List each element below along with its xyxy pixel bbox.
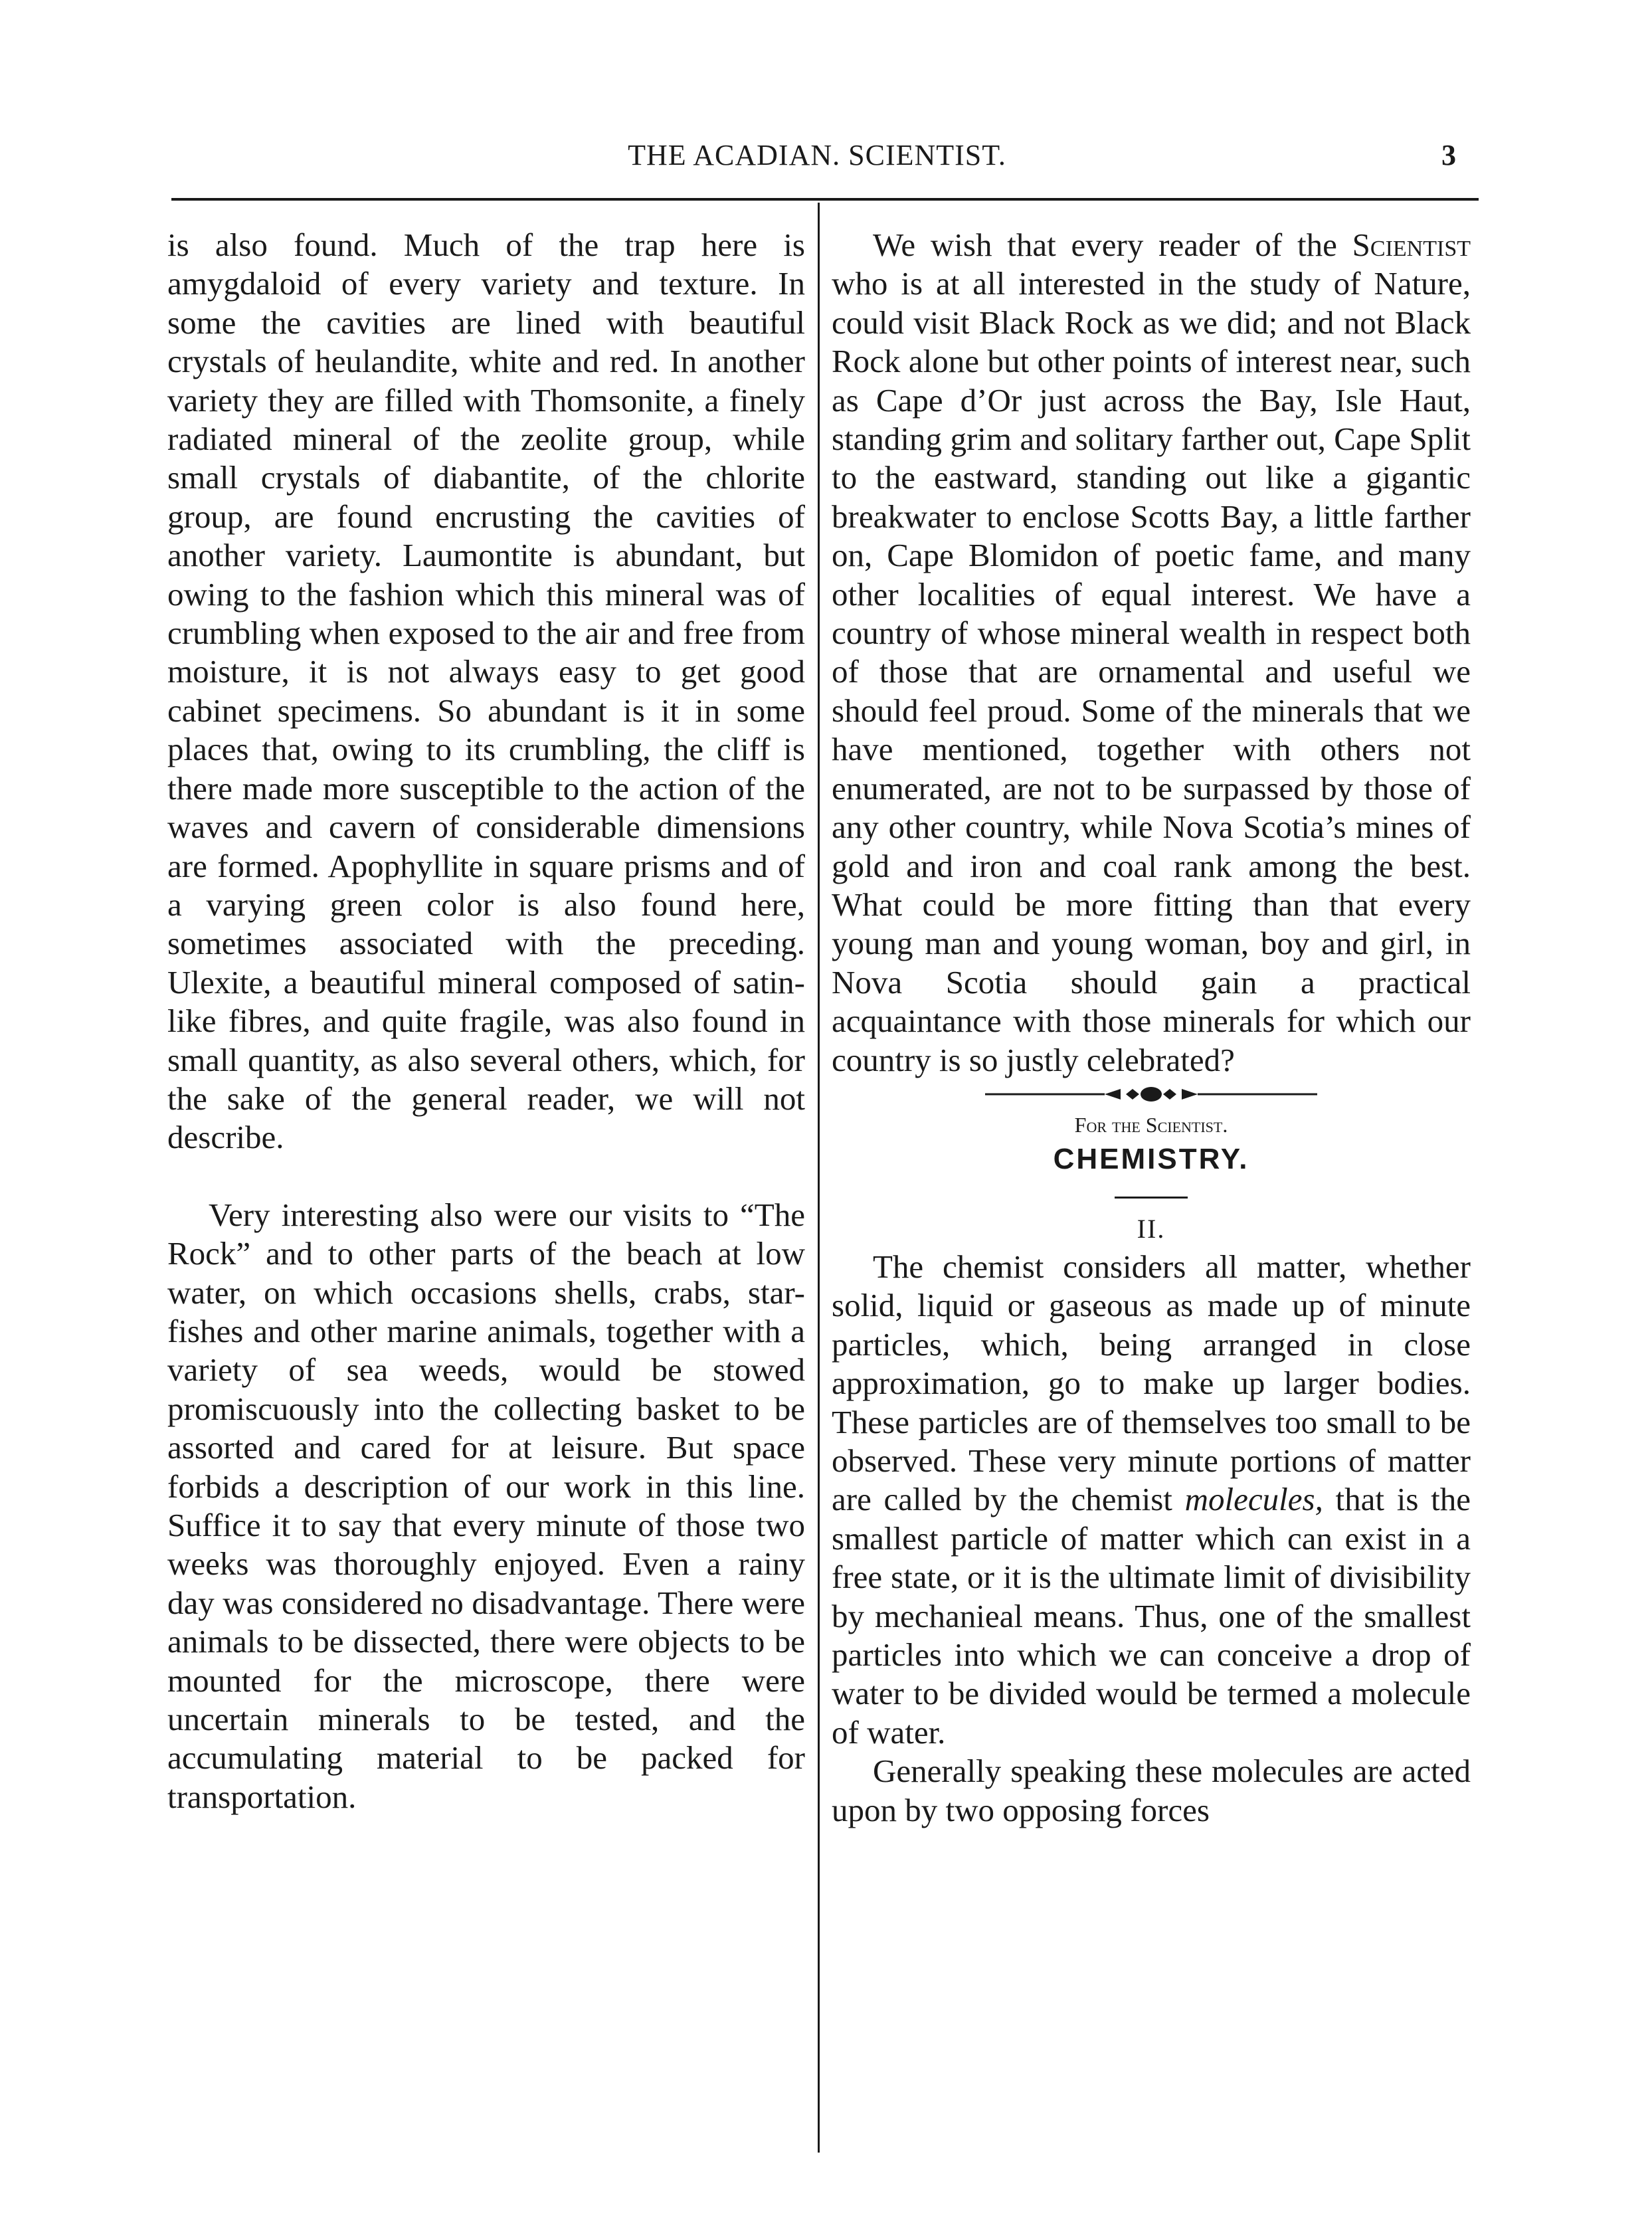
- paragraph-text: who is at all interested in the study of Nature, could visit Black Rock as we did; and not Black Rock alone but other points of interest near, such as Cape d’Or just across the Bay, Isle Haut, standing grim and solitary farther out, Cape Split to the eastward, standing out like a gigantic breakwater to enclose Scotts Bay, a little farther on, Cape Blomidon of poetic fame, and many other localities of equal interest. We have a country of whose mineral wealth in respect both of those that are ornamental and useful we should feel proud. Some of the minerals that we have mentioned, together with others not enumerated, are not to be surpassed by those of any other country, while Nova Scotia’s mines of gold and iron and coal rank among the best. What could be more fitting than that every young man and young woman, boy and girl, in Nova Scotia should gain a practical acquaintance with those minerals for which our country is so justly celebrated?: [832, 265, 1471, 1078]
- ornamental-divider: [832, 1082, 1471, 1109]
- right-paragraph-2: [832, 1248, 1471, 1752]
- right-paragraph-3: Generally speaking these molecules are acted upon by two opposing forces: [832, 1753, 1471, 1828]
- left-paragraph-2: Very interesting also were our visits to “The Rock” and to other parts of the beach at low water, on which occasions shells, crabs, star-fishes and other marine animals, together with a variety of sea weeds, would be stowed promiscuously into the collecting basket to be assorted and cared for at leisure. But space forbids a description of our work in this line. Suffice it to say that every minute of those two weeks was thoroughly enjoyed. Even a rainy day was considered no disadvantage. There were animals to be dissected, there were objects to be mounted for the microscope, there were uncertain minerals to be tested, and the accumulating material to be packed for transportation.: [167, 1196, 805, 1815]
- right-column: [832, 226, 1471, 1830]
- article-credit: [832, 1110, 1471, 1139]
- italic-term: molecules,: [1184, 1481, 1323, 1518]
- column-divider: [818, 203, 820, 2153]
- paragraph-text: that is the smallest particle of matter which can exist in a free state, or it is the ultimate limit of divisibility by mechanieal means. Thus, one of the smallest particles into which we can conceive a drop of water to be divided would be termed a molecule of water.: [832, 1481, 1471, 1751]
- paragraph-text: We wish that every reader of the: [873, 227, 1337, 263]
- right-paragraph-1: [832, 226, 1471, 1080]
- journal-name: Scientist: [1352, 227, 1471, 263]
- title-rule: [1115, 1197, 1188, 1199]
- section-number: II.: [1137, 1213, 1166, 1244]
- left-paragraph-1: is also found. Much of the trap here is amygdaloid of every variety and texture. In some the cavities are lined with beautiful crystals of heulandite, white and red. In another variety they are filled with Thomsonite, a finely radiated mineral of the zeolite group, while small crystals of diabantite, of the chlorite group, are found encrusting the cavities of another variety. Laumontite is abundant, but owing to the fashion which this mineral was of crumbling when exposed to the air and free from moisture, it is not always easy to get good cabinet specimens. So abundant is it in some places that, owing to its crumbling, the cliff is there made more susceptible to the action of the waves and cavern of considerable dimensions are formed. Apophyllite in square prisms and of a varying green color is also found here, sometimes associated with the preceding. Ulexite, a beautiful mineral composed of satin-like fibres, and quite fragile, was also found in small quantity, as also several others, which, for the sake of the general reader, we will not describe.: [167, 227, 805, 1156]
- section-title: CHEMISTRY.: [1053, 1142, 1249, 1175]
- header-rule: [171, 198, 1479, 201]
- page-number: 3: [1441, 139, 1456, 171]
- paragraph-text: The chemist considers all matter, whether solid, liquid or gaseous as made up of minute particles, which, being arranged in close approximation, go to make up larger bodies. These particles are of themselves too small to be observed. These very minute portions of matter are called by the chemist: [832, 1248, 1471, 1518]
- left-column: [167, 226, 805, 1816]
- credit-text: For the Scientist.: [1074, 1112, 1228, 1137]
- running-header-title: THE ACADIAN. SCIENTIST.: [628, 139, 1006, 171]
